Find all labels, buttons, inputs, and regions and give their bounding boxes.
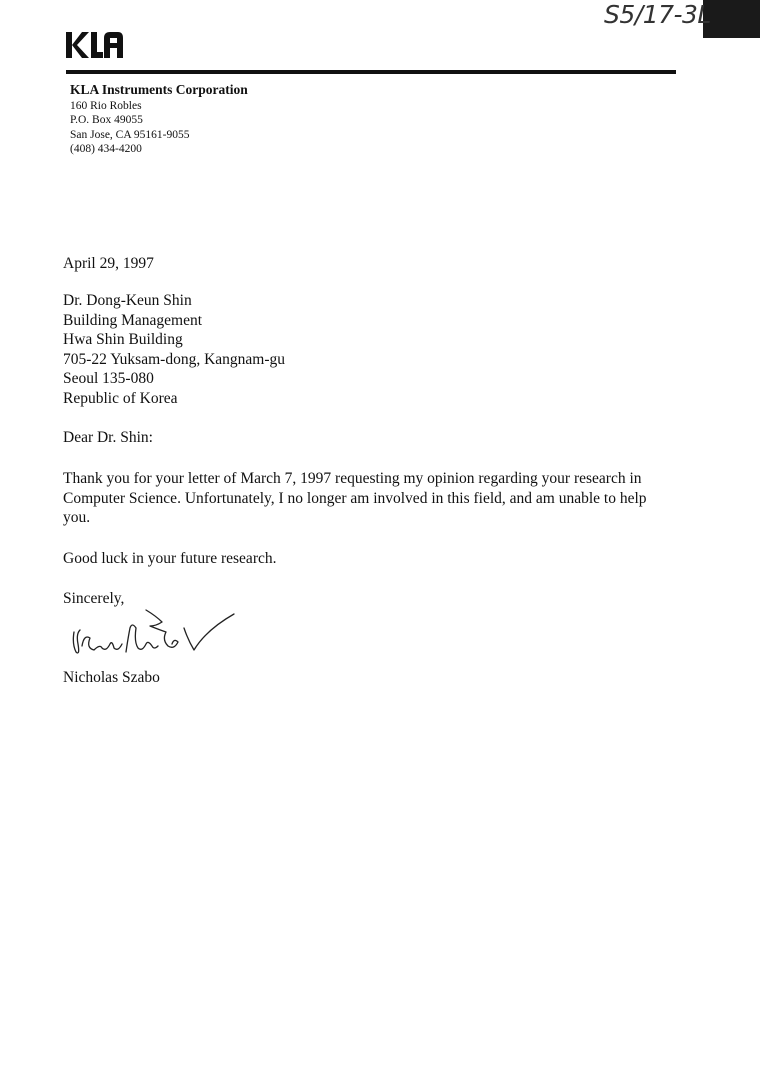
salutation: Dear Dr. Shin: bbox=[63, 429, 153, 446]
kla-logo bbox=[66, 28, 126, 62]
recipient-line: Seoul 135-080 bbox=[63, 370, 154, 388]
recipient-line: Republic of Korea bbox=[63, 389, 178, 407]
address-line: P.O. Box 49055 bbox=[70, 114, 143, 127]
recipient-line: Dr. Dong-Keun Shin bbox=[63, 292, 192, 309]
recipient-line: Hwa Shin Building bbox=[63, 331, 183, 349]
address-line: 160 Rio Robles bbox=[70, 100, 142, 112]
letter-date: April 29, 1997 bbox=[63, 255, 154, 272]
phone-line: (408) 434-4200 bbox=[70, 142, 142, 155]
closing: Sincerely, bbox=[63, 590, 125, 607]
recipient-line: Building Management bbox=[63, 311, 203, 329]
signer-name: Nicholas Szabo bbox=[63, 669, 160, 686]
address-line: San Jose, CA 95161-9055 bbox=[70, 128, 190, 141]
body-paragraph: Good luck in your future research. bbox=[63, 550, 277, 567]
scan-corner-mark bbox=[703, 0, 760, 38]
letterhead-rule bbox=[66, 70, 676, 74]
company-name: KLA Instruments Corporation bbox=[70, 82, 248, 97]
company-address bbox=[70, 99, 189, 156]
handwritten-signature bbox=[66, 604, 246, 664]
handwritten-file-note: S5/17-3L bbox=[604, 0, 711, 29]
recipient-address bbox=[63, 291, 285, 409]
recipient-line: 705-22 Yuksam-dong, Kangnam-gu bbox=[63, 350, 285, 368]
body-paragraph: Thank you for your letter of March 7, 1997 requesting my opinion regarding your research in Computer Science. Unfortunately, I no longer am involved in this field, and am unable to help you. bbox=[63, 470, 647, 527]
